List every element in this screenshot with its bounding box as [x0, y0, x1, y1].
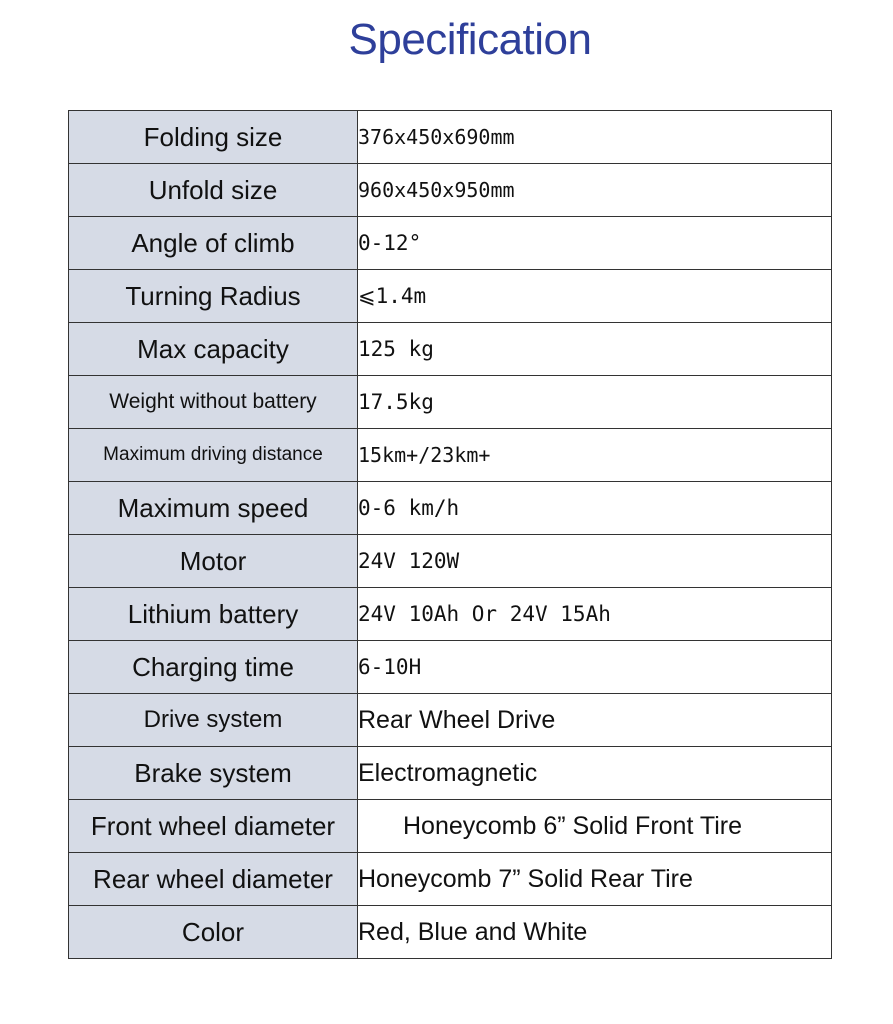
- spec-label: Lithium battery: [69, 588, 358, 641]
- spec-value: 0-6 km/h: [358, 482, 832, 535]
- spec-value: 24V 120W: [358, 535, 832, 588]
- spec-value: 6-10H: [358, 641, 832, 694]
- table-row: [69, 217, 832, 270]
- spec-label: Drive system: [69, 694, 358, 747]
- table-row: [69, 747, 832, 800]
- table-row: [69, 800, 832, 853]
- spec-label: Motor: [69, 535, 358, 588]
- spec-value: 15km+/23km+: [358, 429, 832, 482]
- spec-label: Turning Radius: [69, 270, 358, 323]
- table-row: [69, 588, 832, 641]
- spec-value: 17.5kg: [358, 376, 832, 429]
- table-row: [69, 376, 832, 429]
- spec-label: Maximum speed: [69, 482, 358, 535]
- spec-value: Rear Wheel Drive: [358, 694, 832, 747]
- spec-label: Unfold size: [69, 164, 358, 217]
- table-row: [69, 111, 832, 164]
- table-row: [69, 694, 832, 747]
- table-row: [69, 323, 832, 376]
- spec-label: Maximum driving distance: [69, 429, 358, 482]
- spec-label: Color: [69, 906, 358, 959]
- spec-value: 0-12°: [358, 217, 832, 270]
- spec-label: Front wheel diameter: [69, 800, 358, 853]
- table-row: [69, 853, 832, 906]
- page-title: Specification: [348, 15, 592, 64]
- spec-value: Honeycomb 7” Solid Rear Tire: [358, 853, 832, 906]
- spec-label: Brake system: [69, 747, 358, 800]
- spec-table: [68, 110, 832, 959]
- spec-value: Red, Blue and White: [358, 906, 832, 959]
- spec-value: 24V 10Ah Or 24V 15Ah: [358, 588, 832, 641]
- spec-value: Electromagnetic: [358, 747, 832, 800]
- spec-value: Honeycomb 6” Solid Front Tire: [358, 800, 832, 853]
- spec-value: 376x450x690mm: [358, 111, 832, 164]
- spec-value: ⩽1.4m: [358, 270, 832, 323]
- spec-label: Angle of climb: [69, 217, 358, 270]
- spec-value: 960x450x950mm: [358, 164, 832, 217]
- table-row: [69, 429, 832, 482]
- spec-label: Folding size: [69, 111, 358, 164]
- spec-label: Max capacity: [69, 323, 358, 376]
- spec-label: Rear wheel diameter: [69, 853, 358, 906]
- table-row: [69, 906, 832, 959]
- table-row: [69, 270, 832, 323]
- spec-label: Weight without battery: [69, 376, 358, 429]
- table-row: [69, 535, 832, 588]
- spec-label: Charging time: [69, 641, 358, 694]
- table-row: [69, 641, 832, 694]
- table-row: [69, 482, 832, 535]
- spec-value: 125 kg: [358, 323, 832, 376]
- table-row: [69, 164, 832, 217]
